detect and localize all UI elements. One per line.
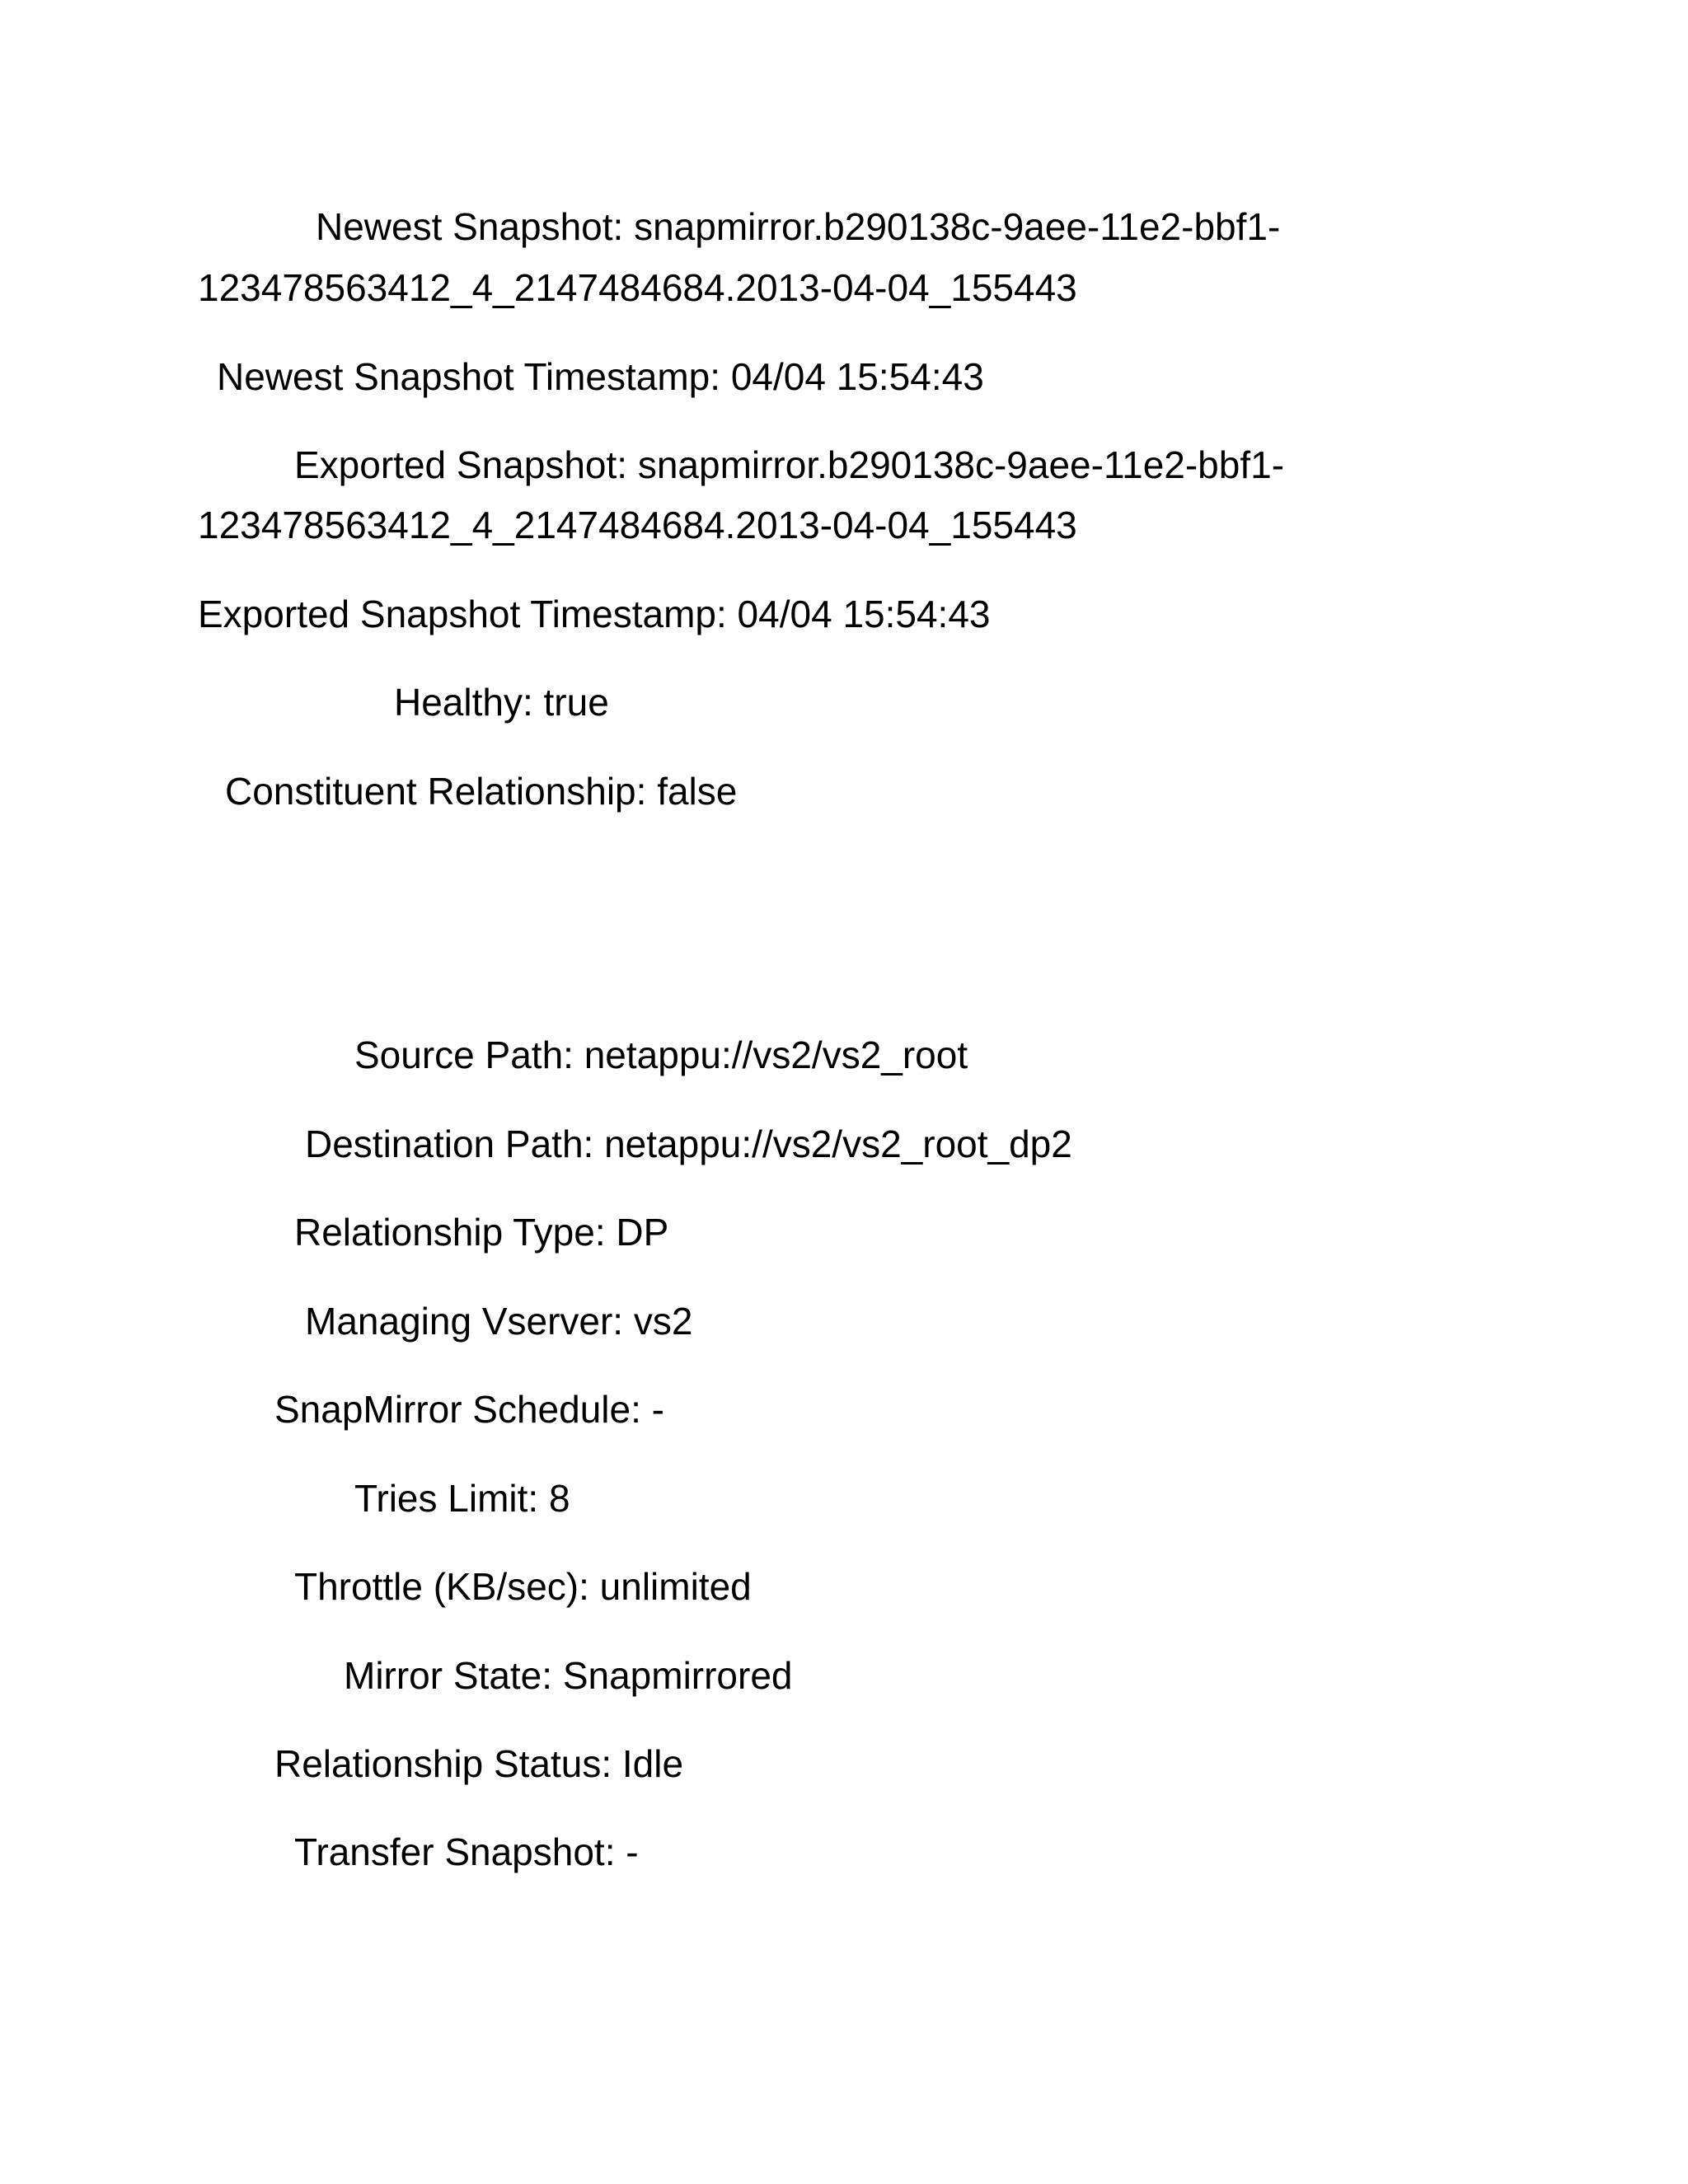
- relationship-status: Relationship Status: Idle: [274, 1742, 684, 1785]
- newest-snapshot-line2: 123478563412_4_2147484684.2013-04-04_155443: [198, 266, 1077, 309]
- tries-limit: Tries Limit: 8: [354, 1477, 570, 1520]
- healthy: Healthy: true: [394, 681, 609, 724]
- relationship-type: Relationship Type: DP: [294, 1211, 669, 1254]
- newest-snapshot-timestamp: Newest Snapshot Timestamp: 04/04 15:54:43: [217, 355, 984, 398]
- destination-path: Destination Path: netappu://vs2/vs2_root_dp2: [305, 1122, 1072, 1165]
- transfer-snapshot: Transfer Snapshot: -: [294, 1830, 639, 1873]
- newest-snapshot-line1: Newest Snapshot: snapmirror.b290138c-9aee-11e2-bbf1-: [316, 205, 1281, 248]
- exported-snapshot-line2: 123478563412_4_2147484684.2013-04-04_155443: [198, 504, 1077, 546]
- mirror-state: Mirror State: Snapmirrored: [344, 1654, 793, 1697]
- exported-snapshot-timestamp: Exported Snapshot Timestamp: 04/04 15:54:43: [198, 593, 991, 635]
- managing-vserver: Managing Vserver: vs2: [305, 1300, 693, 1343]
- throttle: Throttle (KB/sec): unlimited: [294, 1565, 752, 1608]
- snapmirror-schedule: SnapMirror Schedule: -: [274, 1388, 664, 1431]
- exported-snapshot-line1: Exported Snapshot: snapmirror.b290138c-9aee-11e2-bbf1-: [294, 443, 1285, 486]
- constituent-relationship: Constituent Relationship: false: [225, 770, 738, 813]
- source-path: Source Path: netappu://vs2/vs2_root: [354, 1033, 968, 1076]
